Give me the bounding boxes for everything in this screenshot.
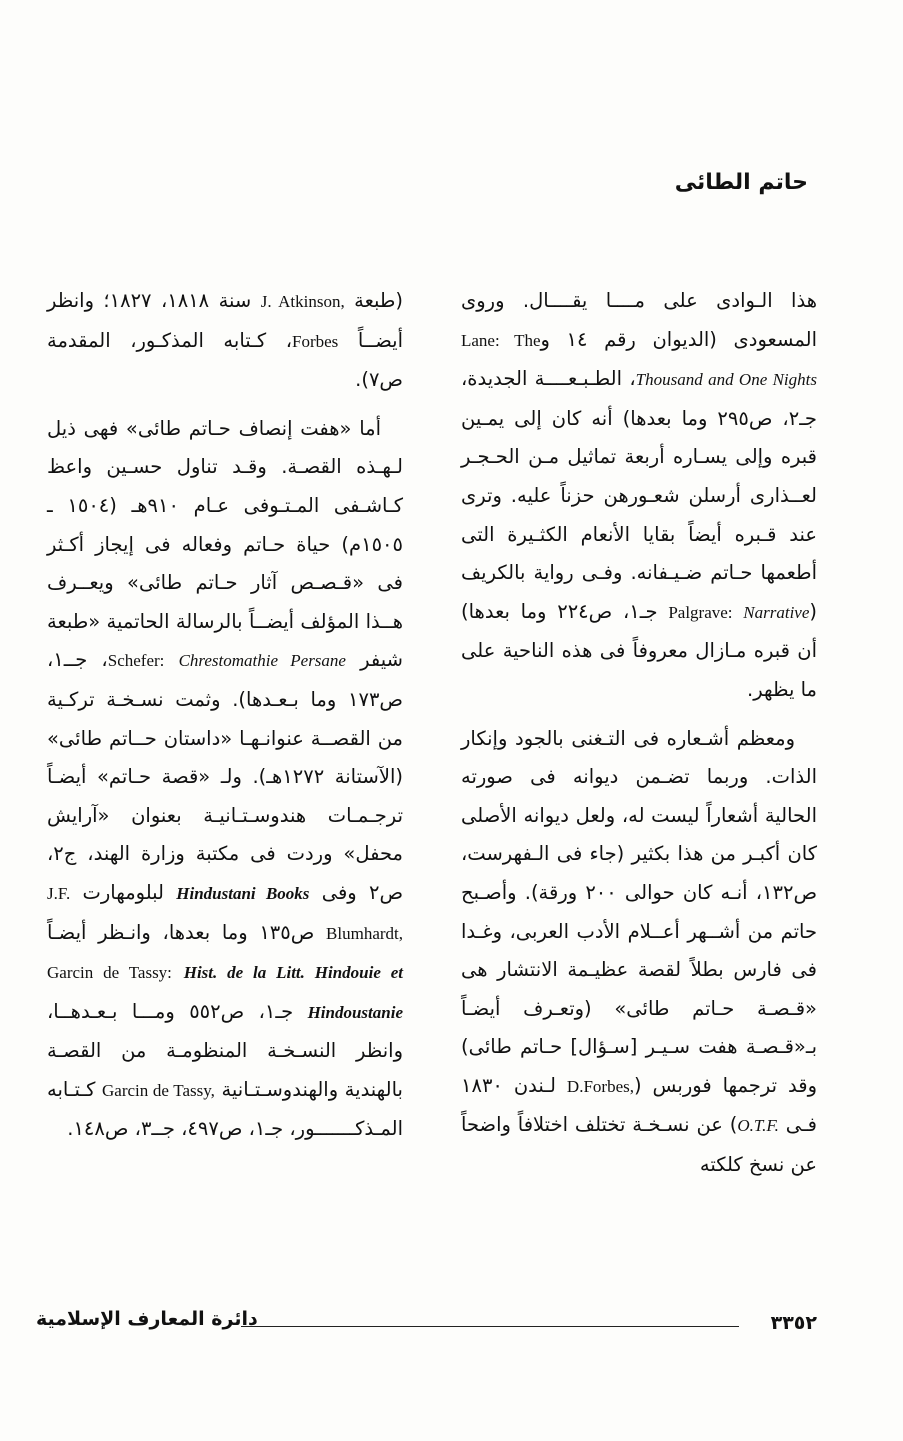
footer-rule [241,1326,739,1327]
page-number: ٣٣٥٢ [770,1312,817,1334]
running-title: حاتم الطائى [674,170,808,195]
paragraph: هذا الـوادى على مــــا يقــــال. وروى المسعودى (الديوان رقم ١٤ وLane: The Thousand and One Nights، الطـبـعــــة الجديدة، جـ٢، ص٢٩٥ وما بعدها) أنه كان إلى يمـين قبره وإلى يسـاره أربعة تماثيل مـن الحـجـر لعــذارى أرسلن شعـورهن حزناً عليه. وترى عند قـبره أيضاً بقايا الأنعام الكثـيرة التى أطعمها حـاتم ضـيـفانه. وفـى رواية بالكريف (Palgrave: Narrative جـ١، ص٢٢٤ وما بعدها) أن قبره مـازال معروفاً فى هذه الناحية على ما يظهر. [461,289,817,701]
paragraph: أما «هفت إنصاف حـاتم طائى» فهى ذيل لـهـذه القصـة. وقـد تناول حسـين واعظ كـاشـفى المـتـوفى عـام ٩١٠هـ (١٥٠٤ ـ ١٥٠٥م) حياة حـاتم وفعاله فى إيجاز أكـثر فى «قـصـص آثار حـاتم طائى» ويعــرف هــذا المؤلف أيضــاً بالرسالة الحاتمية «طبعة شيفر Schefer: Chrestomathie Persane، جــ١، ص١٧٣ وما بـعـدها). وثمت نسـخـة تركـية من القصــة عنوانـهـا «داستان حــاتم طائى» (الآستانة ١٢٧٢هـ). ولـ «قصة حـاتم» أيضـاً ترجـمـات هندوسـتـانيـة بعنوان «آرايش محفل» وردت فى مكتبة وزارة الهند، ج٢، ص٢ وفى Hindustani Books لبلومهارت J.F. Blumhardt, ص١٣٥ وما بعدها، وانـظر أيضـاً Garcin de Tassy: Hist. de la Litt. Hindouie et Hindoustanie جـ١، ص٥٥٢ ومـــا بـعـدهــا، وانظر النسـخـة المنظومـة من القصـة بالهندية والهندوسـتـانية Garcin de Tassy, كـتـابه المـذكـــــــور، جـ١، ص٤٩٧، جــ٣، ص١٤٨. [47,416,404,1141]
publication-title: دائرة المعارف الإسلامية [36,1308,258,1330]
page-footer [36,1303,817,1343]
paragraph: ومعظم أشـعاره فى التـغنى بالجود وإنكار الذات. وربما تضـمن ديوانه فى صورته الحالية أشعاراً ليست له، ولعل ديوانه الأصلى كان أكبـر من هذا بكثير (جاء فى الـفهرست، ص١٣٢، أنـه كان حوالى ٢٠٠ ورقة). وأصـبح حاتم من أشــهر أعــلام الأدب العربى، وغـدا فى فارس بطلاً لقصة عظيـمة الانتشار هى «قـصـة حـاتم طائى» (وتعـرف أيضـاً بـ«قـصـة هفت سـيـر [سـؤال] حـاتم طائى) وقد ترجمها فوربس (D.Forbes, لـندن ١٨٣٠ فـى O.T.F.) عن نسـخـة تختلف اختلافاً واضحاً عن نسخ كلكته [461,726,818,1177]
text-column-right [461,282,817,1185]
paragraph: (طبعة J. Atkinson, سنة ١٨١٨، ١٨٢٧؛ وانظر أيضــاً Forbes، كـتابه المذكـور، المقدمة ص٧). [47,289,403,392]
text-column-left [47,282,403,1149]
